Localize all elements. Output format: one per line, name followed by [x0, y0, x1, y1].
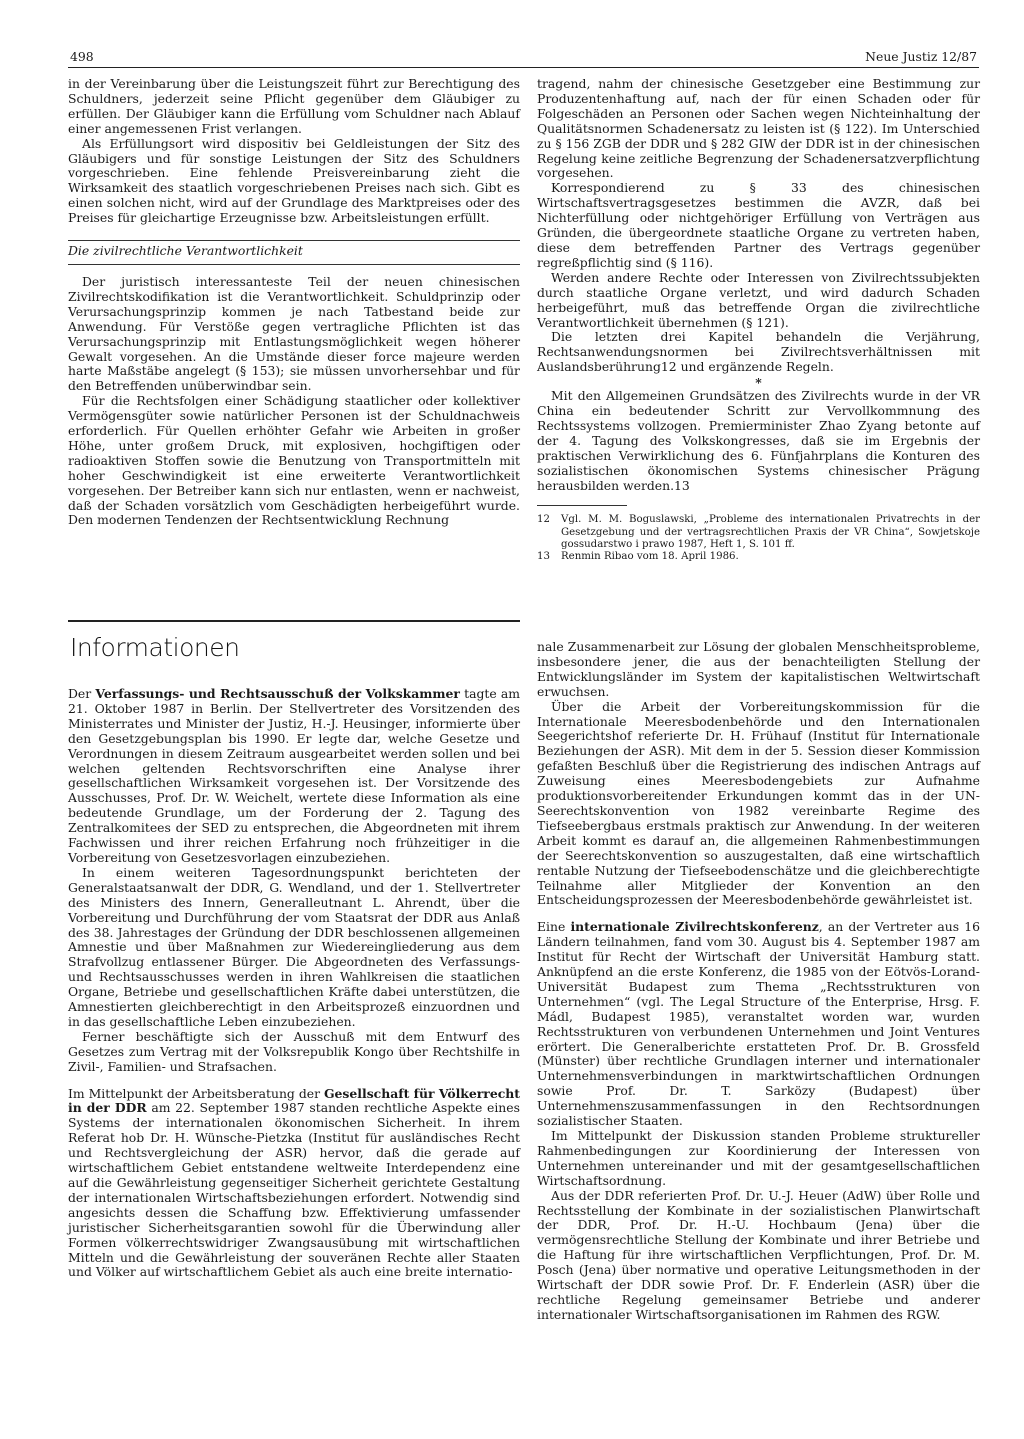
- page-number: 498: [70, 49, 94, 64]
- paragraph-text: Im Mittelpunkt der Arbeitsberatung der: [68, 1085, 324, 1101]
- footnote-rule: [537, 505, 627, 506]
- separator-asterisk: *: [755, 375, 762, 391]
- section-left-column: [68, 687, 520, 1280]
- paragraph: [68, 687, 520, 866]
- section-title: Informationen: [70, 633, 240, 662]
- paragraph: Ferner beschäftigte sich der Ausschuß mit dem Entwurf des Gesetzes zum Vertrag mit der Volksrepublik Kongo über Rechtshilfe in Zivil-, Familien- und Strafsachen.: [68, 1028, 520, 1074]
- footnote-number: 13: [537, 551, 550, 563]
- journal-issue: Neue Justiz 12/87: [865, 49, 977, 64]
- paragraph: tragend, nahm der chinesische Gesetzgeber eine Bestimmung zur Produzentenhaftung auf, nach der für einen Schaden oder für Folgeschäden an Personen oder Sachen wegen Nichteinhaltung der Qualitätsnormen Schadenersatz zu leisten ist (§ 122). Im Unterschied zu § 156 ZGB der DDR und § 282 GIW der DDR ist in der chinesischen Regelung keine zeitliche Begrenzung der Schadenersatzverpflichtung vorgesehen.: [537, 76, 980, 181]
- paragraph: Aus der DDR referierten Prof. Dr. U.-J. Heuer (AdW) über Rolle und Rechtsstellung der Kombinate in der sozialistischen Planwirtschaft der DDR, Prof. Dr. H.-U. Hochbaum (Jena) über die vermögensrechtliche Stellung der Kombinate und ihrer Betriebe und die Haftung für ihre wirtschaftlichen Verpflichtungen, Prof. Dr. M. Posch (Jena) über normative und operative Leitungsmethoden in der Wirtschaft der DDR sowie Prof. Dr. F. Enderlein (ASR) über die rechtliche Regelung gemeinsamer Betriebe und anderer internationaler Wirtschaftsorganisationen im Rahmen des RGW.: [537, 1187, 980, 1322]
- top-right-column: [537, 77, 980, 563]
- paragraph: in der Vereinbarung über die Leistungszeit führt zur Berechtigung des Schuldners, jederzeit seine Pflicht gegenüber dem Gläubiger zu erfüllen. Der Gläubiger kann die Erfüllung vom Schuldner nach Ablauf einer angemessenen Frist verlangen.: [68, 76, 520, 136]
- paragraph-text: , an der Vertreter aus 16 Ländern teilnahmen, fand vom 30. August bis 4. September 1987 am Institut für Recht der Wirtschaft der Universität Hamburg statt. Anknüpfend an die erste Konferenz, die 1985 von der Eötvös-Lorand-Universität Budapest zum Thema „Rechtsstrukturen von Unternehmen“ (vgl. The Legal Structure of the Enterprise, Hrsg. F. Mádl, Budapest 1985), veranstaltet worden war, wurden Rechtsstrukturen von verbundenen Unternehmen und Joint Ventures erörtert. Die Generalberichte erstatteten Prof. Dr. B. Grossfeld (Münster) über rechtliche Grundlagen interner und internationaler Unternehmensverbindungen in marktwirtschaftlichen Ordnungen sowie Prof. Dr. T. Sarközy (Budapest) über Unternehmenszusammenfassungen in den Rechtsordnungen sozialistischer Staaten.: [537, 919, 980, 1129]
- paragraph: Die letzten drei Kapitel behandeln die Verjährung, Rechtsanwendungsnormen bei Zivilrechtsverhältnissen mit Auslandsberührung12 und ergänzende Regeln.: [537, 329, 980, 375]
- paragraph: Für die Rechtsfolgen einer Schädigung staatlicher oder kollektiver Vermögensgüter sowie natürlicher Personen ist der Schuldnachweis erforderlich. Für Quellen erhöhter Gefahr wie Arbeiten in großer Höhe, unter großem Druck, mit explosiven, hochgiftigen oder radioaktiven Stoffen sowie die Benutzung von Transportmitteln mit hoher Geschwindigkeit ist eine erweiterte Verantwortlichkeit vorgesehen. Der Betreiber kann sich nur entlasten, wenn er nachweist, daß der Schaden vorsätzlich vom Geschädigten herbeigeführt wurde. Den modernen Tendenzen der Rechtsentwicklung Rechnung: [68, 393, 520, 528]
- paragraph-text: am 22. September 1987 standen rechtliche Aspekte eines Systems der internationalen ökonomischen Sicherheit. In ihrem Referat hob Dr. H. Wünsche-Pietzka (Institut für ausländisches Recht und Rechtsvergleichung der ASR) hervor, daß die gerade auf wirtschaftlichem Gebiet entstandene weltweite Interdependenz eine auf die Gewährleistung gegenseitiger Sicherheit gerichtete Gestaltung der internationalen Wirtschaftsbeziehungen erfordert. Notwendig sind angesichts dessen die Schaffung bzw. Effektivierung umfassender juristischer Sicherheitsgarantien sowohl für die Überwindung aller Formen völkerrechtswidriger Zwangsausübung mit wirtschaftlichen Mitteln und die Gewährleistung der souveränen Rechte aller Staaten und Völker auf wirtschaftlichem Gebiet als auch eine breite internatio-: [68, 1100, 520, 1280]
- footnote: [537, 551, 980, 563]
- paragraph-text: tagte am 21. Oktober 1987 in Berlin. Der Stellvertreter des Vorsitzenden des Ministerrates und Minister der Justiz, H.-J. Heusinger, informierte über den Gesetzgebungsplan bis 1990. Er legte dar, welche Gesetze und Verordnungen in diesem Zeitraum ausgearbeitet werden sollen und bei welchen geltenden Rechtsvorschriften eine Analyse ihrer gesellschaftlichen Wirksamkeit vorgesehen ist. Der Vorsitzende des Ausschusses, Prof. Dr. W. Weichelt, wertete diese Information als eine bedeutende Grundlage, um der Forderung der 2. Tagung des Zentralkomitees der SED zu entsprechen, die Abgeordneten mit ihrem Fachwissen und ihrer reichen Erfahrung noch frühzeitiger in die Vorbereitung von Gesetzesvorlagen einzubeziehen.: [68, 686, 520, 865]
- section-rule: [68, 620, 520, 622]
- paragraph: [68, 1087, 520, 1281]
- subheading: Die zivilrechtliche Verantwortlichkeit: [68, 240, 520, 265]
- paragraph: Werden andere Rechte oder Interessen von Zivilrechtssubjekten durch staatliche Organe verletzt, und wird dadurch Schaden herbeigeführt, muß das betreffende Organ die zivilrechtliche Verantwortlichkeit übernehmen (§ 121).: [537, 269, 980, 330]
- bold-term: internationale Zivilrechtskonferenz: [570, 919, 819, 935]
- paragraph: Über die Arbeit der Vorbereitungskommission für die Internationale Meeresbodenbehörde und den Internationalen Seegerichtshof referierte Dr. H. Frühauf (Institut für Internationale Beziehungen der ASR). Mit dem in der 5. Session dieser Kommission gefaßten Beschluß über die Registrierung des indischen Antrags auf Zuweisung eines Meeresbodengebiets zur Aufnahme produktionsvorbereitender Erkundungen kommt das in der UN-Seerechtskonvention von 1982 vereinbarte Regime des Tiefseebergbaus erstmals praktisch zur Anwendung. In der weiteren Arbeit kommt es darauf an, die allgemeinen Rahmenbestimmungen der Seerechtskonvention so auszugestalten, daß eine wirtschaftlich rentable Nutzung der Tiefseebodenschätze und die gleichberechtigte Teilnahme aller Mitglieder der Konvention an den Entscheidungsprozessen der Meeresbodenbehörde gewährleistet ist.: [537, 698, 980, 908]
- header-rule: [68, 67, 979, 68]
- paragraph: Korrespondierend zu § 33 des chinesischen Wirtschaftsvertragsgesetzes bestimmen die AVZR, daß bei Nichterfüllung oder nichtgehöriger Erfüllung von Verträgen aus Gründen, die übergeordnete staatliche Organe zu vertreten haben, diese dem betreffenden Partner des Vertrags gegenüber regreßpflichtig sind (§ 116).: [537, 180, 980, 270]
- bold-term: Verfassungs- und Rechtsausschuß der Volkskammer: [95, 686, 460, 701]
- top-left-column: [68, 77, 520, 528]
- footnote-text: Renmin Ribao vom 18. April 1986.: [561, 551, 739, 563]
- paragraph: Im Mittelpunkt der Diskussion standen Probleme struktureller Rahmenbedingungen zur Koordinierung der Interessen von Unternehmen untereinander und mit der gesamtgesellschaftlichen Wirtschaftsordnung.: [537, 1128, 980, 1188]
- section-right-column: [537, 640, 980, 1323]
- footnote-number: 12: [537, 514, 550, 526]
- footnote-text: Vgl. M. M. Boguslawski, „Probleme des internationalen Privatrechts in der Gesetzgebung und der vertragsrechtlichen Praxis der VR China“, Sowjetskoje gossudarstwo i prawo 1987, Heft 1, S. 101 ff.: [561, 514, 980, 550]
- paragraph: Der juristisch interessanteste Teil der neuen chinesischen Zivilrechtskodifikation ist die Verantwortlichkeit. Schuldprinzip oder Verursachungsprinzip kommen je nach Tatbestand beide zur Anwendung. Für Verstöße gegen vertragliche Pflichten ist das Verursachungsprinzip mit Entlastungsmöglichkeit wegen höherer Gewalt vorgesehen. An die Umstände dieser force majeure werden harte Maßstäbe angelegt (§ 153); sie müssen unvorhersehbar und für den Betreffenden unüberwindbar sein.: [68, 273, 520, 394]
- paragraph-text: Eine: [537, 919, 571, 935]
- paragraph: [537, 920, 980, 1129]
- paragraph: In einem weiteren Tagesordnungspunkt berichteten der Generalstaatsanwalt der DDR, G. Wendland, und der 1. Stellvertreter des Ministers des Innern, Generalleutnant L. Ahrendt, über die Vorbereitung und Durchführung der vom Staatsrat der DDR aus Anlaß des 38. Jahrestages der Gründung der DDR beschlossenen allgemeinen Amnestie und über Maßnahmen zur Wiedereingliederung aus dem Strafvollzug entlassener Bürger. Die Abgeordneten des Verfassungs- und Rechtsausschusses werden in ihren Wahlkreisen die staatlichen Organe, Betriebe und gesellschaftlichen Kräfte dabei unterstützen, die Amnestierten gleichberechtigt in den Arbeitsprozeß einzuordnen und in das gesellschaftliche Leben einzubeziehen.: [68, 864, 520, 1029]
- paragraph-text: Der: [68, 686, 96, 701]
- paragraph: nale Zusammenarbeit zur Lösung der globalen Menschheitsprobleme, insbesondere jener, die aus der benachteiligten Stellung der Entwicklungsländer im System der kapitalistischen Weltwirtschaft erwuchsen.: [537, 639, 980, 699]
- paragraph: Als Erfüllungsort wird dispositiv bei Geldleistungen der Sitz des Gläubigers und für sonstige Leistungen der Sitz des Schuldners vorgeschrieben. Eine fehlende Preisvereinbarung zieht die Wirksamkeit des staatlich vorgeschriebenen Preises nach sich. Gibt es einen solchen nicht, wird auf der Grundlage des Marktpreises oder des Preises für gleichartige Erzeugnisse bzw. Arbeitsleistungen erfüllt.: [68, 135, 520, 226]
- paragraph: Mit den Allgemeinen Grundsätzen des Zivilrechts wurde in der VR China ein bedeutender Schritt zur Vervollkommnung des Rechtssystems vollzogen. Premierminister Zhao Zyang betonte auf der 4. Tagung des Volkskongresses, daß sie im Ergebnis der praktischen Verwirklichung des 6. Fünfjahrplans die Konturen des sozialistischen ökonomischen Systems chinesischer Prägung herausbilden werden.13: [537, 388, 980, 493]
- bold-term: Gesellschaft für Völkerrecht in der DDR: [68, 1085, 520, 1116]
- footnote: [537, 514, 980, 551]
